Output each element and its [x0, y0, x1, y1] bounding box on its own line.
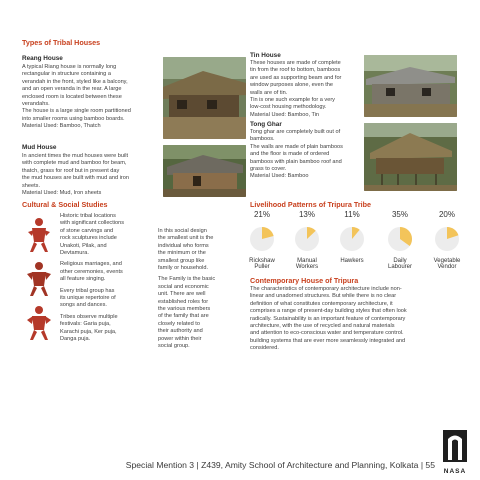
tin-text: These houses are made of complete tin from the roof to bottom, bamboos are used as supporting beam and for window purposes alone, even the walls are of tin. Tin is one such example for a very low-cost housing methodology. Material Used: Bamboo, Tin [250, 60, 342, 118]
mud-title: Mud House [22, 144, 57, 151]
pie-3 [388, 227, 412, 251]
pie-category-label: Vegetable Vendor [433, 258, 461, 271]
figure-1 [28, 218, 50, 252]
cultural-col2-text: In this social design the smallest unit is the individual who forms the minimum or the smallest group like family or household. The Family is the basic social and economic unit. There are well established roles for the various members of the family that are closely related to their authority and power within their social group. [158, 228, 216, 350]
pie-percent-label: 35% [391, 210, 408, 219]
reang-title: Reang House [22, 55, 63, 62]
reang-house-photo [163, 57, 246, 139]
nasa-logo [441, 428, 469, 475]
pie-0 [250, 227, 274, 251]
section-heading-livelihood: Livelihood Patterns of Tripura Tribe [250, 200, 372, 209]
pie-4 [435, 227, 459, 251]
nasa-logo-text: NASA [443, 468, 467, 475]
mud-text: In ancient times the mud houses were built with complete mud and bamboo for beam, thatch, grass for roof but in present day the mud houses are built with mud and iron sheets. Material Used: Mud, Iron sheets [22, 153, 129, 197]
pie-percent-label: 11% [344, 210, 360, 219]
pie-2 [340, 227, 364, 251]
pie-percent-label: 20% [438, 210, 455, 219]
figure-3 [27, 306, 51, 340]
contemporary-text: The characteristics of contemporary architecture include non- linear and unadorned structures. But while there is no clear definition of what constitutes contemporary architecture, it comprises a range of present-day building styles that often look radically. Sustainability is an important feature of contemporary architecture, with the use of recycled and natural materials and attention to eco-conscious water and temperature control. building systems that are ever more seamlessly integrated and considered. [250, 286, 407, 352]
pie-1 [295, 227, 319, 251]
pie-percent-label: 21% [253, 210, 270, 219]
pie-category-label: Manual Workers [295, 258, 319, 271]
tong-ghar-photo [364, 123, 457, 191]
figure-2 [27, 262, 51, 296]
tong-text: Tong ghar are completely built out of bamboos. The walls are made of plain bamboos and the floor is made of ordered bamboos with plain bamboo roof and grass to cover. Material Used: Bamboo [250, 129, 343, 180]
livelihood-chart [246, 208, 470, 278]
tribal-figures-illustration [22, 212, 56, 352]
section-heading-cultural: Cultural & Social Studies [22, 200, 108, 209]
tin-house-photo [364, 55, 457, 117]
tin-title: Tin House [250, 52, 281, 59]
pie-percent-label: 13% [298, 210, 315, 219]
pie-category-label: Daily Labourer [387, 258, 413, 271]
section-heading-types: Types of Tribal Houses [22, 38, 101, 47]
tong-title: Tong Ghar [250, 121, 282, 128]
page-footer: Special Mention 3 | Z439, Amity School of Architecture and Planning, Kolkata | 55 [125, 460, 435, 470]
mud-house-photo [163, 145, 246, 197]
section-heading-contemporary: Contemporary House of Tripura [250, 276, 359, 285]
reang-text: A typical Riang house is normally long rectangular in structure containing a verandah in the front, styled like a balcony, and an open veranda in the rear. A large enclosed room is located between these verandahs. The house is a large single room partitioned into smaller rooms using bamboo boards. Material Used: Bamboo, Thatch [22, 64, 131, 130]
cultural-col1-text: Historic tribal locations with significant collections of stone carvings and rock sculptures include Unakoti, Pilak, and Devtamura. Religious marriages, and other ceremonies, events all feature singing. Every tribal group has its unique repertoire of songs and dances. Tribes observe multiple festivals: Garia puja, Karachi puja, Ker puja, Danga puja. [60, 213, 125, 343]
pie-category-label: Hawkers [340, 258, 364, 264]
pie-category-label: Rickshaw Puller [249, 258, 275, 271]
